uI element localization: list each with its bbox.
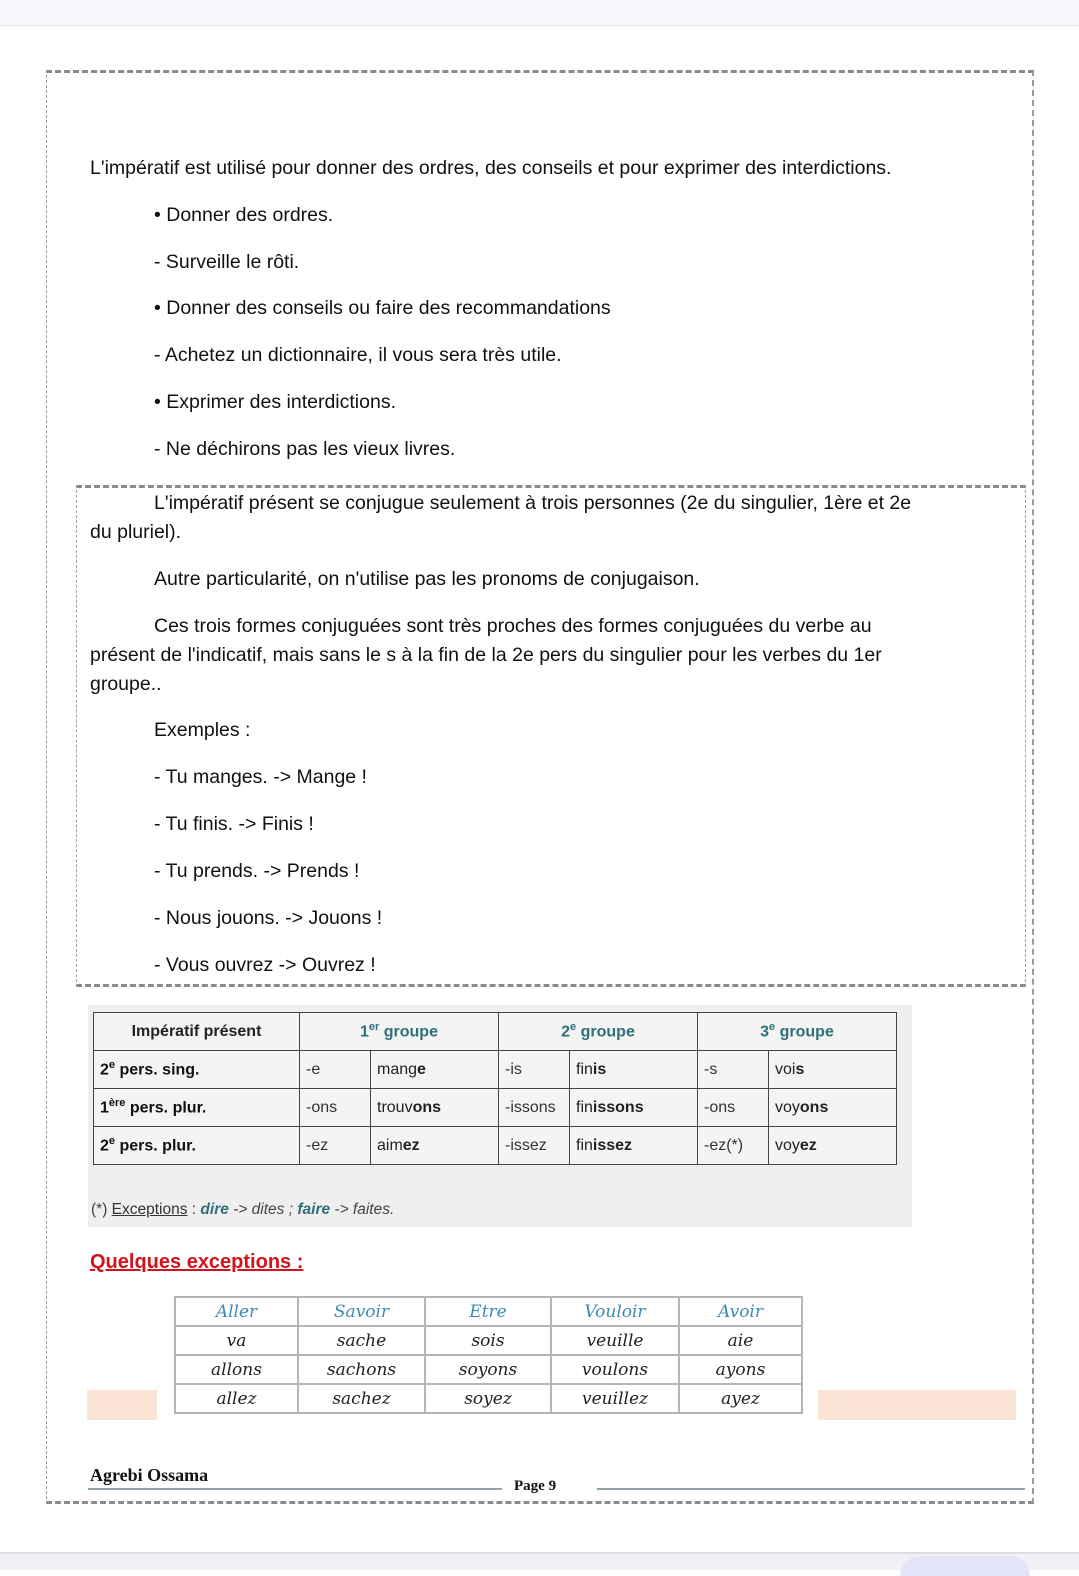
table-header-group-3: 3e groupe: [698, 1013, 897, 1051]
verb-header: Avoir: [679, 1297, 802, 1326]
person-label: 2e pers. plur.: [94, 1127, 300, 1165]
example-cell: voyez: [769, 1127, 897, 1165]
footer-rule-left: [88, 1488, 502, 1490]
table-row: [94, 1051, 897, 1089]
ending-cell: -issez: [499, 1127, 570, 1165]
example-item: - Tu prends. -> Prends !: [154, 860, 360, 882]
table-header-group-1: 1er groupe: [300, 1013, 499, 1051]
example-item: - Vous ouvrez -> Ouvrez !: [154, 954, 376, 976]
verb-form: va: [175, 1326, 298, 1355]
verb-form: allez: [175, 1384, 298, 1413]
use-bullet-prohibitions: • Exprimer des interdictions.: [154, 391, 396, 413]
verb-header: Savoir: [298, 1297, 425, 1326]
page-number: Page 9: [514, 1478, 557, 1494]
verb-form: ayons: [679, 1355, 802, 1384]
rule-persons-line1: L'impératif présent se conjugue seulement à trois personnes (2e du singulier, 1ère et 2e: [154, 492, 912, 514]
use-bullet-orders: • Donner des ordres.: [154, 204, 334, 226]
verb-form: veuillez: [551, 1384, 679, 1413]
verb-form: soyez: [425, 1384, 551, 1413]
use-example-prohibitions: - Ne déchirons pas les vieux livres.: [154, 438, 456, 460]
viewer-top-bar: [0, 0, 1079, 26]
example-cell: mange: [371, 1051, 499, 1089]
decorative-block-right: [818, 1390, 1016, 1420]
exceptions-note: (*) Exceptions : dire -> dites ; faire -> faites.: [91, 1201, 395, 1218]
table-row: [94, 1127, 897, 1165]
example-item: - Nous jouons. -> Jouons !: [154, 907, 383, 929]
example-cell: finissons: [570, 1089, 698, 1127]
examples-label: Exemples :: [154, 719, 251, 741]
verb-form: sachons: [298, 1355, 425, 1384]
rule-persons-line2: du pluriel).: [90, 521, 182, 543]
ending-cell: -issons: [499, 1089, 570, 1127]
verb-form: aie: [679, 1326, 802, 1355]
decorative-block-left: [87, 1390, 157, 1420]
rule-forms-line2: présent de l'indicatif, mais sans le s à la fin de la 2e pers du singulier pour les verbes du 1er: [90, 644, 882, 666]
irregular-header-row: [175, 1297, 802, 1326]
ending-cell: -ons: [300, 1089, 371, 1127]
ending-cell: -e: [300, 1051, 371, 1089]
table-header-title: Impératif présent: [94, 1013, 300, 1051]
table-row: [175, 1326, 802, 1355]
person-label: 2e pers. sing.: [94, 1051, 300, 1089]
use-example-advice: - Achetez un dictionnaire, il vous sera très utile.: [154, 344, 562, 366]
verb-form: sachez: [298, 1384, 425, 1413]
use-example-orders: - Surveille le rôti.: [154, 251, 300, 273]
ending-cell: -s: [698, 1051, 769, 1089]
example-cell: vois: [769, 1051, 897, 1089]
verb-header: Etre: [425, 1297, 551, 1326]
verb-header: Aller: [175, 1297, 298, 1326]
exceptions-heading: Quelques exceptions :: [90, 1251, 304, 1273]
verb-form: veuille: [551, 1326, 679, 1355]
example-cell: finis: [570, 1051, 698, 1089]
use-bullet-advice: • Donner des conseils ou faire des recommandations: [154, 297, 611, 319]
table-row: [94, 1089, 897, 1127]
footer-author: Agrebi Ossama: [90, 1465, 209, 1485]
ending-cell: -is: [499, 1051, 570, 1089]
verb-form: sache: [298, 1326, 425, 1355]
verb-form: allons: [175, 1355, 298, 1384]
exceptions-link[interactable]: Exceptions: [111, 1201, 188, 1218]
verb-form: soyons: [425, 1355, 551, 1384]
example-cell: trouvons: [371, 1089, 499, 1127]
example-item: - Tu manges. -> Mange !: [154, 766, 367, 788]
conjugation-panel: [88, 1005, 912, 1227]
verb-form: ayez: [679, 1384, 802, 1413]
table-header-row: [94, 1013, 897, 1051]
example-cell: voyons: [769, 1089, 897, 1127]
ending-cell: -ez(*): [698, 1127, 769, 1165]
table-header-group-2: 2e groupe: [499, 1013, 698, 1051]
verb-form: voulons: [551, 1355, 679, 1384]
person-label: 1ère pers. plur.: [94, 1089, 300, 1127]
footer-rule-right: [597, 1488, 1025, 1490]
table-row: [175, 1384, 802, 1413]
rule-forms-line1: Ces trois formes conjuguées sont très proches des formes conjuguées du verbe au: [154, 615, 872, 637]
example-item: - Tu finis. -> Finis !: [154, 813, 314, 835]
intro-paragraph: L'impératif est utilisé pour donner des ordres, des conseils et pour exprimer des interdictions.: [90, 157, 892, 179]
verb-form: sois: [425, 1326, 551, 1355]
rule-no-pronouns: Autre particularité, on n'utilise pas les pronoms de conjugaison.: [154, 568, 700, 590]
rule-forms-line3: groupe..: [90, 673, 162, 695]
irregular-verbs-table: [174, 1296, 803, 1414]
viewer-floating-control[interactable]: [900, 1556, 1030, 1576]
table-row: [175, 1355, 802, 1384]
example-cell: finissez: [570, 1127, 698, 1165]
conjugation-table: [93, 1012, 897, 1165]
example-cell: aimez: [371, 1127, 499, 1165]
ending-cell: -ons: [698, 1089, 769, 1127]
verb-header: Vouloir: [551, 1297, 679, 1326]
ending-cell: -ez: [300, 1127, 371, 1165]
